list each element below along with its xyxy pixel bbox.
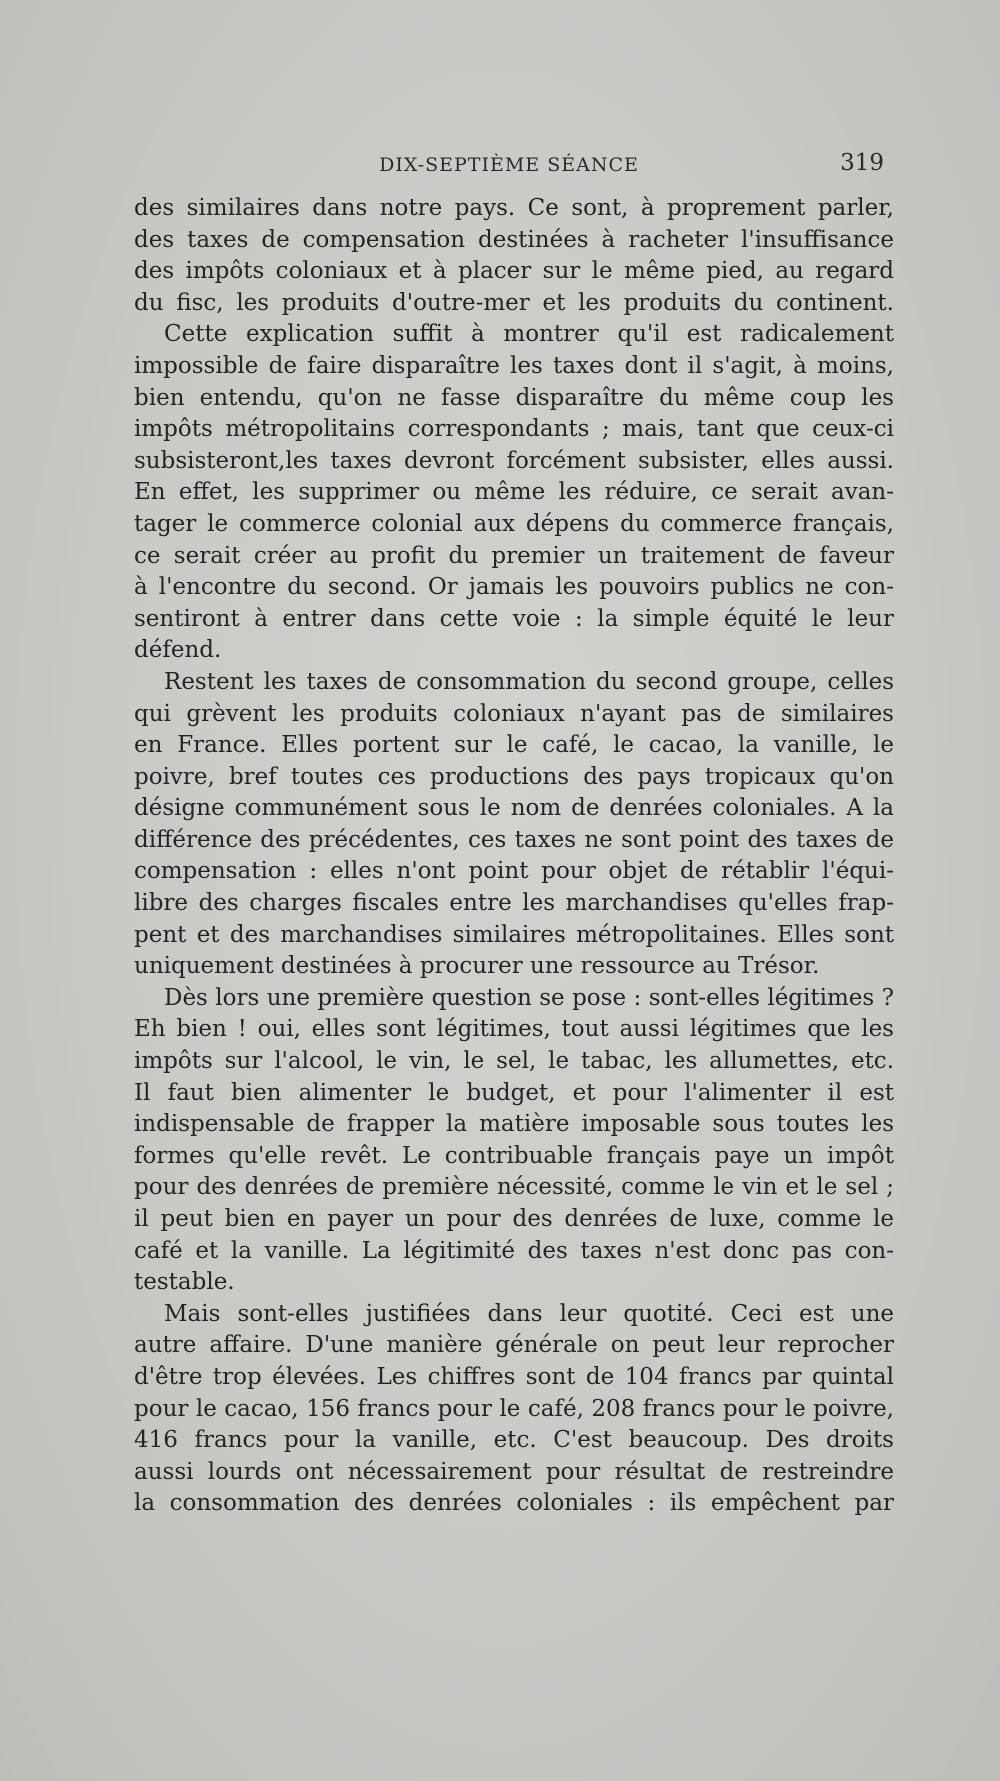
text-line: sentiront à entrer dans cette voie : la simple équité le leur bbox=[134, 605, 894, 632]
text-line: impôts métropolitains correspondants ; mais, tant que ceux-ci bbox=[134, 416, 894, 443]
text-line: tager le commerce colonial aux dépens du commerce français, bbox=[134, 510, 894, 537]
body-text bbox=[134, 193, 894, 1520]
text-line: impôts sur l'alcool, le vin, le sel, le tabac, les allumettes, etc. bbox=[134, 1048, 894, 1075]
text-line: il peut bien en payer un pour des denrées de luxe, comme le bbox=[134, 1206, 894, 1232]
text-line: libre des charges fiscales entre les marchandises qu'elles frap- bbox=[134, 890, 894, 917]
text-line: d'être trop élevées. Les chiffres sont de 104 francs par quintal bbox=[134, 1363, 894, 1390]
text-line: des taxes de compensation destinées à racheter l'insuffisance bbox=[134, 226, 894, 253]
text-line: différence des précédentes, ces taxes ne sont point des taxes de bbox=[134, 826, 894, 853]
text-line: en France. Elles portent sur le café, le cacao, la vanille, le bbox=[134, 732, 894, 759]
text-line: impossible de faire disparaître les taxes dont il s'agit, à moins, bbox=[134, 352, 894, 379]
text-line: Dès lors une première question se pose : sont-elles légitimes ? bbox=[164, 984, 894, 1011]
text-line: formes qu'elle revêt. Le contribuable français paye un impôt bbox=[134, 1142, 894, 1169]
text-line: pour le cacao, 156 francs pour le café, 208 francs pour le poivre, bbox=[134, 1395, 894, 1422]
text-line: indispensable de frapper la matière imposable sous toutes les bbox=[134, 1111, 894, 1138]
text-line: En effet, les supprimer ou même les réduire, ce serait avan- bbox=[134, 479, 894, 506]
text-line: la consommation des denrées coloniales : ils empêchent par bbox=[134, 1490, 894, 1517]
text-line: aussi lourds ont nécessairement pour résultat de restreindre bbox=[134, 1458, 894, 1485]
text-line: café et la vanille. La légitimité des taxes n'est donc pas con- bbox=[134, 1237, 894, 1264]
text-line: autre affaire. D'une manière générale on peut leur reprocher bbox=[134, 1332, 894, 1359]
text-line: qui grèvent les produits coloniaux n'ayant pas de similaires bbox=[134, 700, 894, 727]
text-line: du fisc, les produits d'outre-mer et les produits du continent. bbox=[134, 289, 894, 316]
text-line: des impôts coloniaux et à placer sur le même pied, au regard bbox=[134, 258, 894, 285]
text-line: Mais sont-elles justifiées dans leur quotité. Ceci est une bbox=[164, 1300, 894, 1327]
text-line: Restent les taxes de consommation du second groupe, celles bbox=[164, 668, 894, 695]
text-line: 416 francs pour la vanille, etc. C'est beaucoup. Des droits bbox=[134, 1427, 894, 1454]
text-line: bien entendu, qu'on ne fasse disparaître du même coup les bbox=[134, 384, 894, 411]
text-line: uniquement destinées à procurer une ressource au Trésor. bbox=[134, 953, 820, 980]
page-header bbox=[134, 148, 884, 182]
text-line: à l'encontre du second. Or jamais les pouvoirs publics ne con- bbox=[134, 574, 894, 601]
text-line: pent et des marchandises similaires métropolitaines. Elles sont bbox=[134, 921, 894, 948]
text-line: poivre, bref toutes ces productions des pays tropicaux qu'on bbox=[134, 763, 894, 790]
text-line: compensation : elles n'ont point pour objet de rétablir l'équi- bbox=[134, 858, 894, 885]
text-line: désigne communément sous le nom de denrées coloniales. A la bbox=[134, 795, 894, 822]
text-line: pour des denrées de première nécessité, comme le vin et le sel ; bbox=[134, 1174, 894, 1201]
text-line: Eh bien ! oui, elles sont légitimes, tout aussi légitimes que les bbox=[134, 1016, 894, 1043]
text-line: Il faut bien alimenter le budget, et pour l'alimenter il est bbox=[134, 1079, 894, 1106]
text-line: subsisteront,les taxes devront forcément subsister, elles aussi. bbox=[134, 447, 894, 474]
text-line: des similaires dans notre pays. Ce sont, à proprement parler, bbox=[134, 195, 894, 221]
text-line: ce serait créer au profit du premier un traitement de faveur bbox=[134, 542, 894, 569]
running-head: DIX-SEPTIÈME SÉANCE bbox=[379, 154, 639, 176]
text-line: Cette explication suffit à montrer qu'il est radicalement bbox=[164, 321, 894, 348]
text-line: testable. bbox=[134, 1269, 235, 1296]
page-number: 319 bbox=[840, 150, 884, 176]
text-line: défend. bbox=[134, 637, 222, 664]
